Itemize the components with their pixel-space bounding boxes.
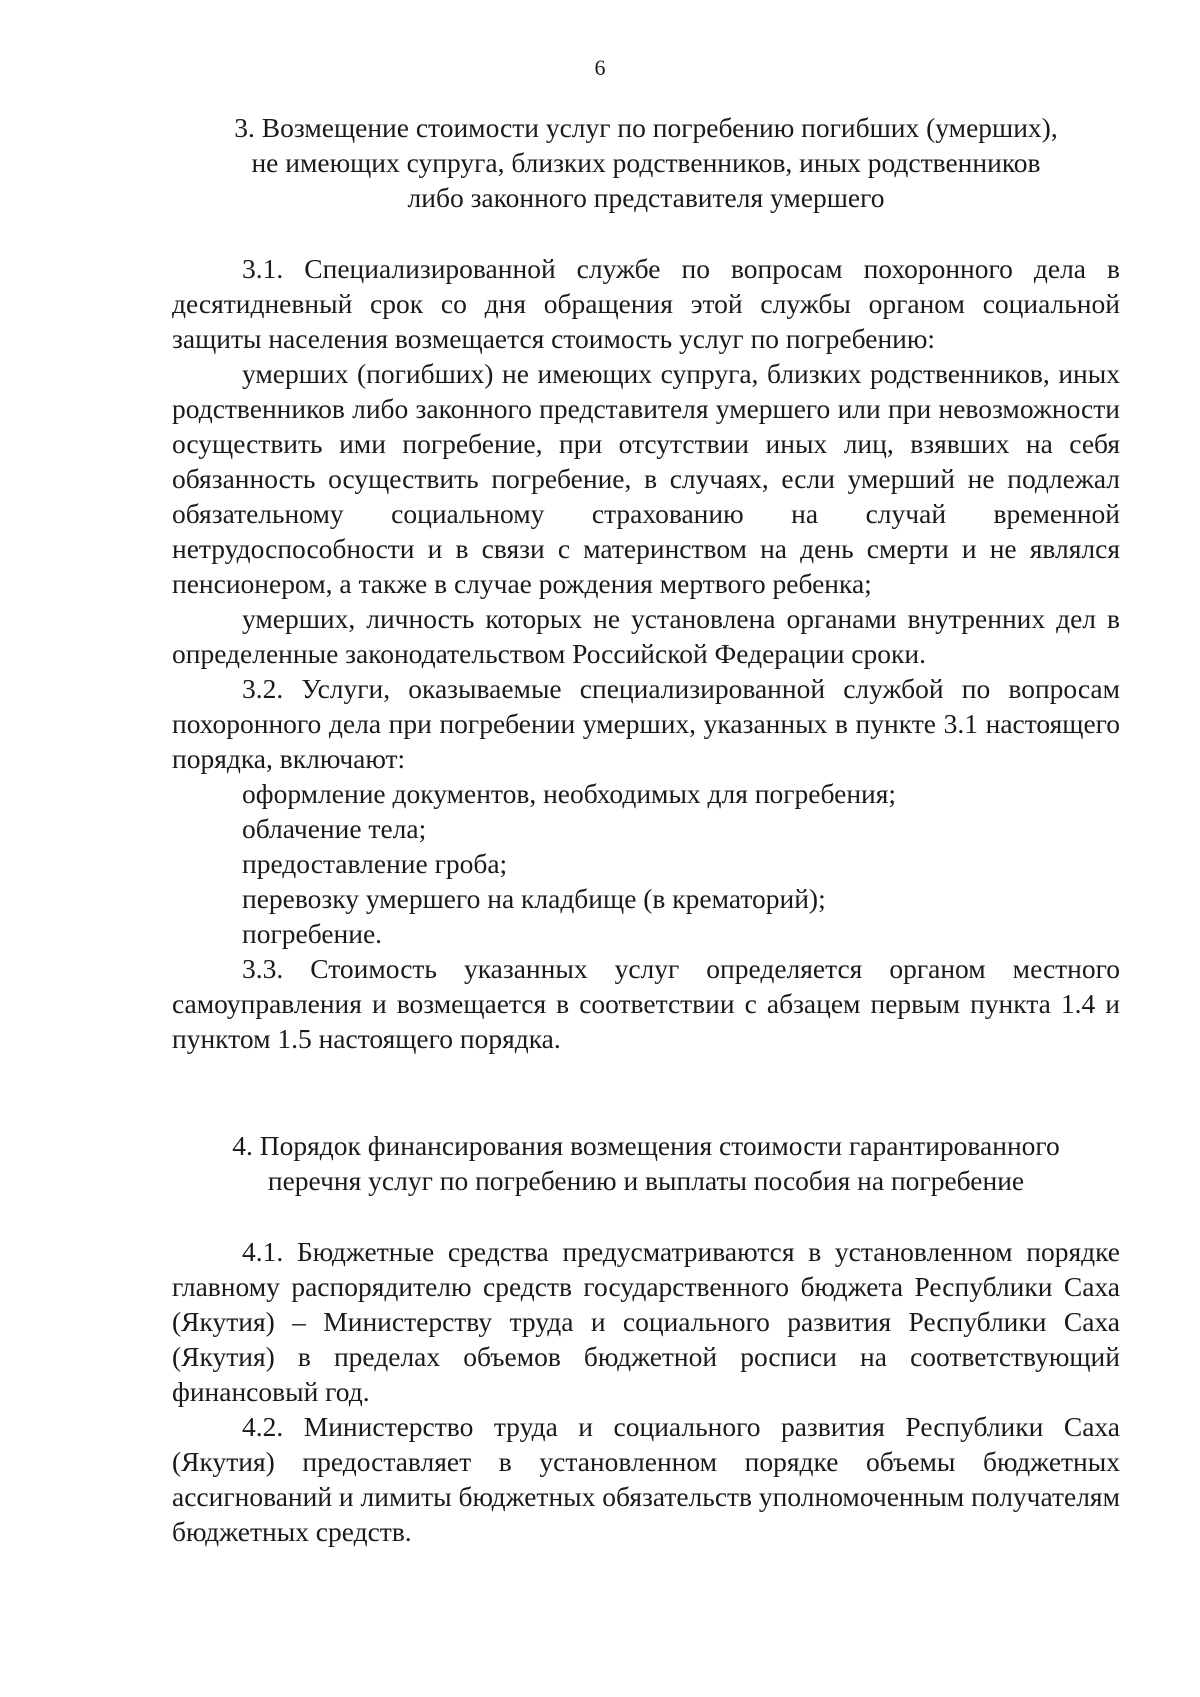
paragraph-3-2: 3.2. Услуги, оказываемые специализированной службой по вопросам похоронного дела при погребении умерших, указанных в пункте 3.1 настоящего порядка, включают: xyxy=(172,673,1120,774)
section-4-heading-line: 4. Порядок финансирования возмещения стоимости гарантированного xyxy=(232,1130,1060,1161)
service-list-item: облачение тела; xyxy=(242,813,427,844)
section-3-heading-line: не имеющих супруга, близких родственников, иных родственников xyxy=(251,147,1041,178)
paragraph-3-1-b: умерших, личность которых не установлена органами внутренних дел в определенные законодательством Российской Федерации сроки. xyxy=(172,603,1120,669)
document-body xyxy=(172,110,1120,1549)
section-3-heading xyxy=(172,110,1120,215)
section-3-heading-line: 3. Возмещение стоимости услуг по погребению погибших (умерших), xyxy=(234,112,1058,143)
spacer xyxy=(172,1056,1120,1128)
spacer xyxy=(172,215,1120,251)
paragraph-3-1: 3.1. Специализированной службе по вопросам похоронного дела в десятидневный срок со дня обращения этой службы органом социальной защиты населения возмещается стоимость услуг по погребению: xyxy=(172,253,1120,354)
service-list-item: оформление документов, необходимых для погребения; xyxy=(242,778,897,809)
service-list-item: погребение. xyxy=(242,918,383,949)
page-number: 6 xyxy=(594,55,606,80)
section-4-heading xyxy=(172,1128,1120,1198)
spacer xyxy=(172,1198,1120,1234)
service-list-item: перевозку умершего на кладбище (в крематорий); xyxy=(242,883,826,914)
paragraph-4-2: 4.2. Министерство труда и социального развития Республики Саха (Якутия) предоставляет в установленном порядке объемы бюджетных ассигнований и лимиты бюджетных обязательств уполномоченным получателям бюджетных средств. xyxy=(172,1411,1120,1547)
paragraph-3-1-a: умерших (погибших) не имеющих супруга, близких родственников, иных родственников либо законного представителя умершего или при невозможности осуществить ими погребение, при отсутствии иных лиц, взявших на себя обязанность осуществить погребение, в случаях, если умерший не подлежал обязательному социальному страхованию на случай временной нетрудоспособности и в связи с материнством на день смерти и не являлся пенсионером, а также в случае рождения мертвого ребенка; xyxy=(172,358,1120,599)
paragraph-4-1: 4.1. Бюджетные средства предусматриваются в установленном порядке главному распорядителю средств государственного бюджета Республики Саха (Якутия) – Министерству труда и социального развития Республики Саха (Якутия) в пределах объемов бюджетной росписи на соответствующий финансовый год. xyxy=(172,1236,1120,1407)
section-3-heading-line: либо законного представителя умершего xyxy=(407,182,885,213)
service-list-item: предоставление гроба; xyxy=(242,848,508,879)
section-4-heading-line: перечня услуг по погребению и выплаты пособия на погребение xyxy=(267,1165,1025,1196)
paragraph-3-3: 3.3. Стоимость указанных услуг определяется органом местного самоуправления и возмещается в соответствии с абзацем первым пункта 1.4 и пунктом 1.5 настоящего порядка. xyxy=(172,953,1120,1054)
